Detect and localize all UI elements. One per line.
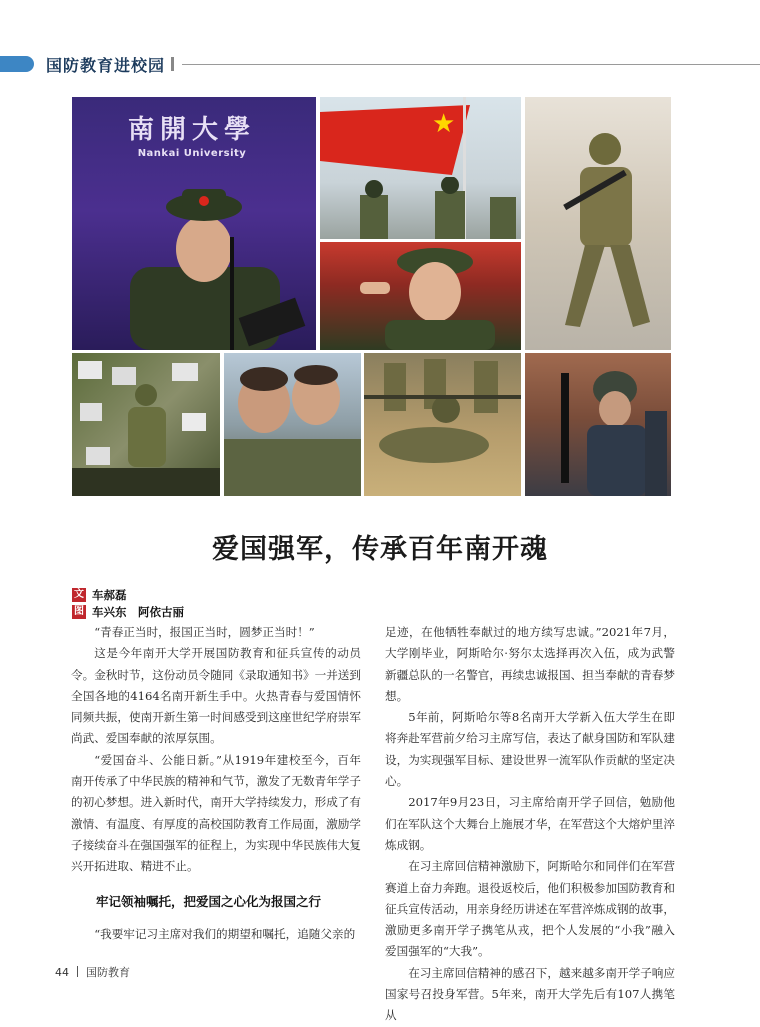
- header-tab-accent: [0, 56, 34, 72]
- photo-camouflage-wall: [72, 353, 220, 496]
- left-column: [71, 622, 361, 945]
- paragraph: “我要牢记习主席对我们的期望和嘱托，追随父亲的: [94, 926, 356, 941]
- page-footer: [55, 964, 130, 980]
- article-title: 爱国强军，传承百年南开魂: [212, 534, 548, 565]
- writer-tag: 文: [74, 589, 84, 600]
- photographer-tag: 图: [74, 606, 84, 617]
- header-divider-bar: [171, 57, 174, 71]
- speaker-figure: [112, 167, 312, 350]
- sign-chinese: 南開大學: [127, 115, 256, 145]
- writer-name: 车郝磊: [92, 588, 127, 602]
- section-subheading: 牢记领袖嘱托，把爱国之心化为报国之行: [96, 893, 322, 909]
- byline-writer: [72, 587, 127, 603]
- photo-flag-raising: [320, 97, 521, 239]
- saluting-soldiers: [340, 177, 520, 239]
- nankai-sign: [122, 109, 262, 159]
- footer-divider: [77, 966, 78, 977]
- page-number: 44: [55, 966, 69, 979]
- flag-star-icon: ★: [432, 109, 456, 139]
- paragraph: 足迹，在他牺牲奉献过的地方续写忠诚。”2021年7月，大学刚毕业，阿斯哈尔·努尔太选择再次入伍，成为武警新疆总队的一名警官，再续忠诚报国、担当奉献的青春梦想。: [385, 625, 675, 703]
- photo-crawling-drill: [364, 353, 521, 496]
- running-soldier: [535, 127, 665, 350]
- sign-english: Nankai University: [137, 148, 247, 159]
- paragraph: “爱国奋斗、公能日新。”从1919年建校至今，百年南开传承了中华民族的精神和气节，激发了无数青年学子的初心梦想。进入新时代，南开大学持续发力，形成了有激情、有温度、有厚度的高校国防教育工作局面，激励学子接续奋斗在强国强军的征程上，为实现中华民族伟大复兴开拓进取、精进不止。: [71, 752, 361, 874]
- paragraph: 5年前，阿斯哈尔等8名南开大学新入伍大学生在即将奔赴军营前夕给习主席写信，表达了献身国防和军队建设，为实现强军目标、建设世界一流军队作贡献的坚定决心。: [385, 710, 675, 789]
- photo-armed-police: [525, 353, 671, 496]
- photo-stage-speech: [72, 97, 316, 350]
- paragraph: 在习主席回信精神激励下，阿斯哈尔和同伴们在军营赛道上奋力奔跑。退役返校后，他们积极参加国防教育和征兵宣传活动，用亲身经历讲述在军营淬炼成钢的故事，激励更多南开学子携笔从戎，把个人发展的“小我”融入爱国强军的“大我”。: [385, 859, 675, 959]
- byline-photographer: [72, 604, 184, 620]
- paragraph: “青春正当时，报国正当时，圆梦正当时！”: [94, 625, 315, 639]
- right-column: [385, 622, 675, 1027]
- photographer-names: 车兴东 阿依古丽: [92, 605, 184, 619]
- paragraph: 2017年9月23日，习主席给南开学子回信，勉励他们在军队这个大舞台上施展才华，在军营这个大熔炉里淬炼成钢。: [385, 795, 675, 852]
- magazine-name: 国防教育: [86, 966, 130, 979]
- oath-soldier: [340, 242, 520, 350]
- photo-soldier-running: [525, 97, 671, 350]
- paragraph: 在习主席回信精神的感召下，越来越多南开学子响应国家号召投身军营。5年来，南开大学先后有107人携笔从: [385, 965, 675, 1023]
- recruit-faces: [224, 353, 361, 496]
- armed-police-soldiers: [525, 353, 671, 496]
- header-rule: [182, 64, 760, 65]
- paragraph: 这是今年南开大学开展国防教育和征兵宣传的动员令。金秋时节，这份动员令随同《录取通知书》一并送到全国各地的4164名南开新生手中。火热青春与爱国情怀同频共振，使南开新生第一时间感受到这座世纪学府崇军尚武、爱国奉献的浓厚氛围。: [71, 646, 361, 746]
- photo-oath-taking: [320, 242, 521, 350]
- photo-recruits-close: [224, 353, 361, 496]
- section-title: 国防教育进校园: [46, 56, 166, 75]
- crawling-soldier: [364, 353, 521, 496]
- photo-wall-collage: [72, 353, 220, 496]
